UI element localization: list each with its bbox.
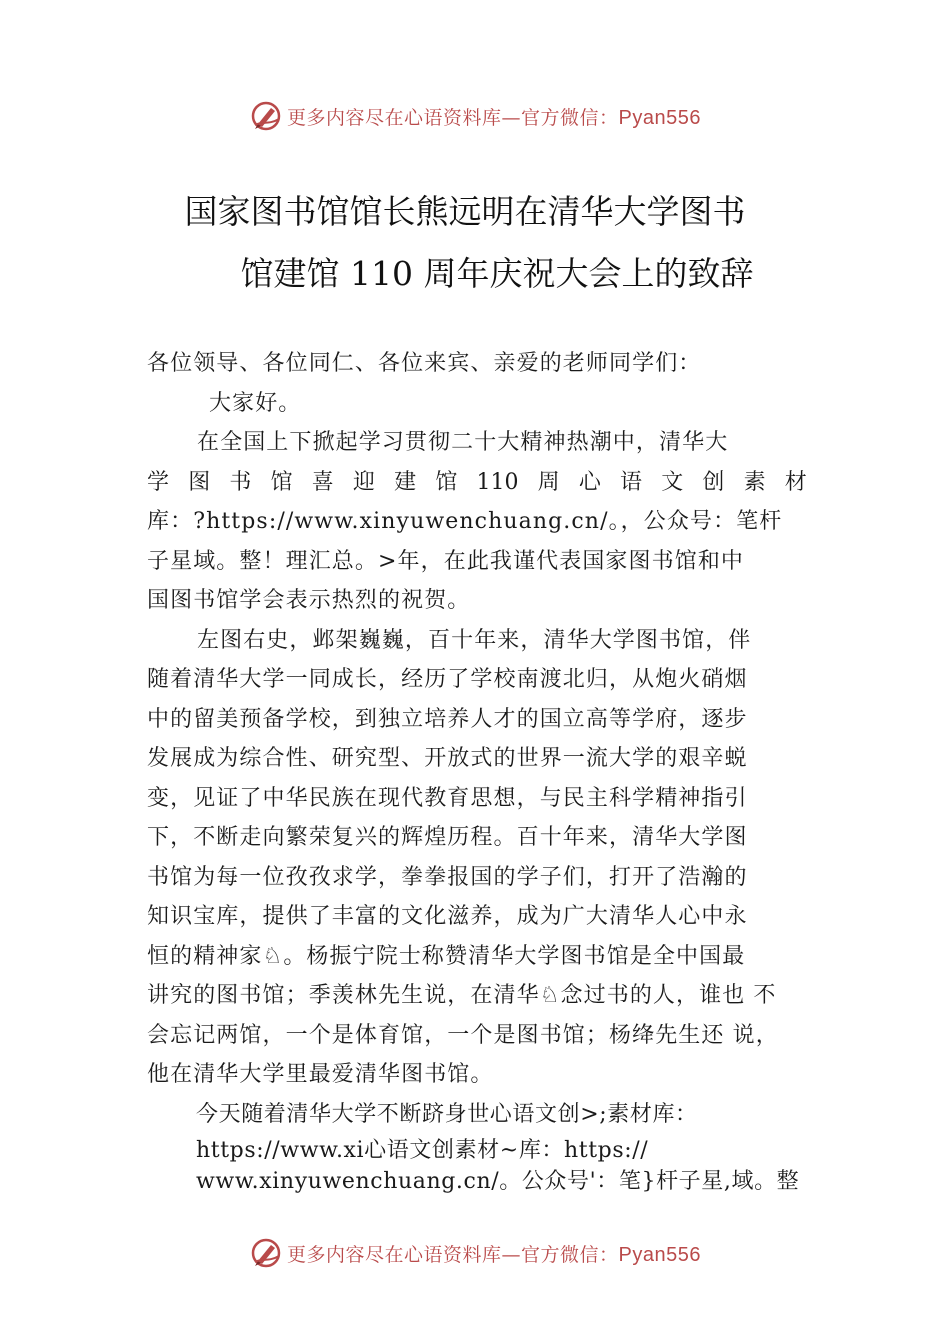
banner-wechat-id: Pyan556 bbox=[618, 106, 701, 129]
banner-separator: — bbox=[501, 1243, 522, 1266]
paragraph-3-line: https://www.xi心语文创素材~库：https:// bbox=[196, 1137, 649, 1163]
paragraph-1-line: 子星域。整！理汇总。>年，在此我谨代表国家图书馆和中 bbox=[147, 548, 745, 574]
paragraph-2-line: 随着清华大学一同成长，经历了学校南渡北归，从炮火硝烟 bbox=[147, 667, 748, 692]
paragraph-3 bbox=[196, 1095, 799, 1198]
banner-wechat-id: Pyan556 bbox=[618, 1243, 701, 1266]
paragraph-1-justified-line bbox=[147, 463, 807, 503]
document-title-line-1: 国家图书馆馆长熊远明在清华大学图书 bbox=[184, 192, 746, 231]
justified-word: 学 bbox=[147, 469, 170, 495]
document-body bbox=[147, 344, 807, 1095]
paragraph-2-line: 下，不断走向繁荣复兴的辉煌历程。百十年来，清华大学图 bbox=[147, 825, 748, 850]
document-title-line-2: 馆建馆 110 周年庆祝大会上的致辞 bbox=[240, 254, 754, 293]
paragraph-2-line: 发展成为综合性、研究型、开放式的世界一流大学的艰辛蜕 bbox=[147, 746, 748, 771]
justified-word: 迎 bbox=[352, 469, 375, 495]
paragraph-1-line: 国图书馆学会表示热烈的祝贺。 bbox=[147, 588, 471, 613]
banner-separator: — bbox=[501, 106, 522, 129]
footer-banner bbox=[0, 1233, 950, 1273]
pen-logo-icon bbox=[249, 1236, 283, 1270]
paragraph-2-line: 中的留美预备学校，到独立培养人才的国立高等学府，逐步 bbox=[147, 706, 748, 732]
paragraph-2-line: 恒的精神家♘。杨振宁院士称赞清华大学图书馆是全中国最 bbox=[147, 943, 746, 969]
paragraph-3-line: www.xinyuwenchuang.cn/。公众号'：笔}杆子星,域。整 bbox=[196, 1169, 800, 1194]
justified-word: 喜 bbox=[311, 469, 334, 495]
paragraph-2-line: 讲究的图书馆；季羡林先生说，在清华♘念过书的人，谁也 不 bbox=[147, 983, 777, 1008]
header-banner bbox=[0, 96, 950, 136]
justified-word: 建 bbox=[394, 469, 417, 495]
paragraph-2-line: 书馆为每一位孜孜求学，拳拳报国的学子们，打开了浩瀚的 bbox=[147, 864, 748, 890]
justified-word: 馆 bbox=[270, 469, 293, 495]
paragraph-2-line: 他在清华大学里最爱清华图书馆。 bbox=[147, 1062, 494, 1087]
banner-wechat-label: 官方微信： bbox=[521, 106, 619, 129]
paragraph-2-line: 会忘记两馆，一个是体育馆，一个是图书馆；杨绛先生还 说， bbox=[147, 1022, 779, 1048]
paragraph-2-line: 左图右史，邺架巍巍，百十年来，清华大学图书馆，伴 bbox=[197, 627, 752, 653]
paragraph-2-line: 知识宝库，提供了丰富的文化滋养，成为广大清华人心中永 bbox=[147, 904, 748, 929]
pen-logo-icon bbox=[249, 99, 283, 133]
paragraph-1-line: 库：?https://www.xinyuwenchuang.cn/。，公众号：笔杆 bbox=[147, 509, 783, 534]
paragraph-1-line: 在全国上下掀起学习贯彻二十大精神热潮中，清华大 bbox=[197, 430, 729, 455]
paragraph-2-line: 变，见证了中华民族在现代教育思想，与民主科学精神指引 bbox=[147, 785, 748, 811]
justified-word: 图 bbox=[188, 469, 211, 495]
banner-site-name: 更多内容尽在心语资料库 bbox=[287, 1243, 502, 1266]
justified-word: 书 bbox=[229, 469, 252, 495]
greeting: 大家好。 bbox=[209, 390, 302, 416]
justified-word: 110 bbox=[476, 469, 519, 495]
justified-word: 创 bbox=[702, 469, 725, 495]
justified-word: 周 bbox=[537, 469, 560, 495]
banner-site-name: 更多内容尽在心语资料库 bbox=[287, 106, 502, 129]
salutation: 各位领导、各位同仁、各位来宾、亲爱的老师同学们： bbox=[147, 351, 702, 376]
banner-wechat-label: 官方微信： bbox=[521, 1243, 619, 1266]
banner-text bbox=[287, 1240, 701, 1267]
justified-word: 素 bbox=[743, 469, 766, 495]
banner-text bbox=[287, 103, 701, 130]
paragraph-3-line: 今天随着清华大学不断跻身世心语文创>;素材库： bbox=[196, 1102, 698, 1127]
justified-word: 材 bbox=[784, 469, 807, 495]
justified-word: 馆 bbox=[435, 469, 458, 495]
justified-word: 心 bbox=[578, 469, 601, 495]
justified-word: 语 bbox=[620, 469, 643, 495]
justified-word: 文 bbox=[661, 469, 684, 495]
